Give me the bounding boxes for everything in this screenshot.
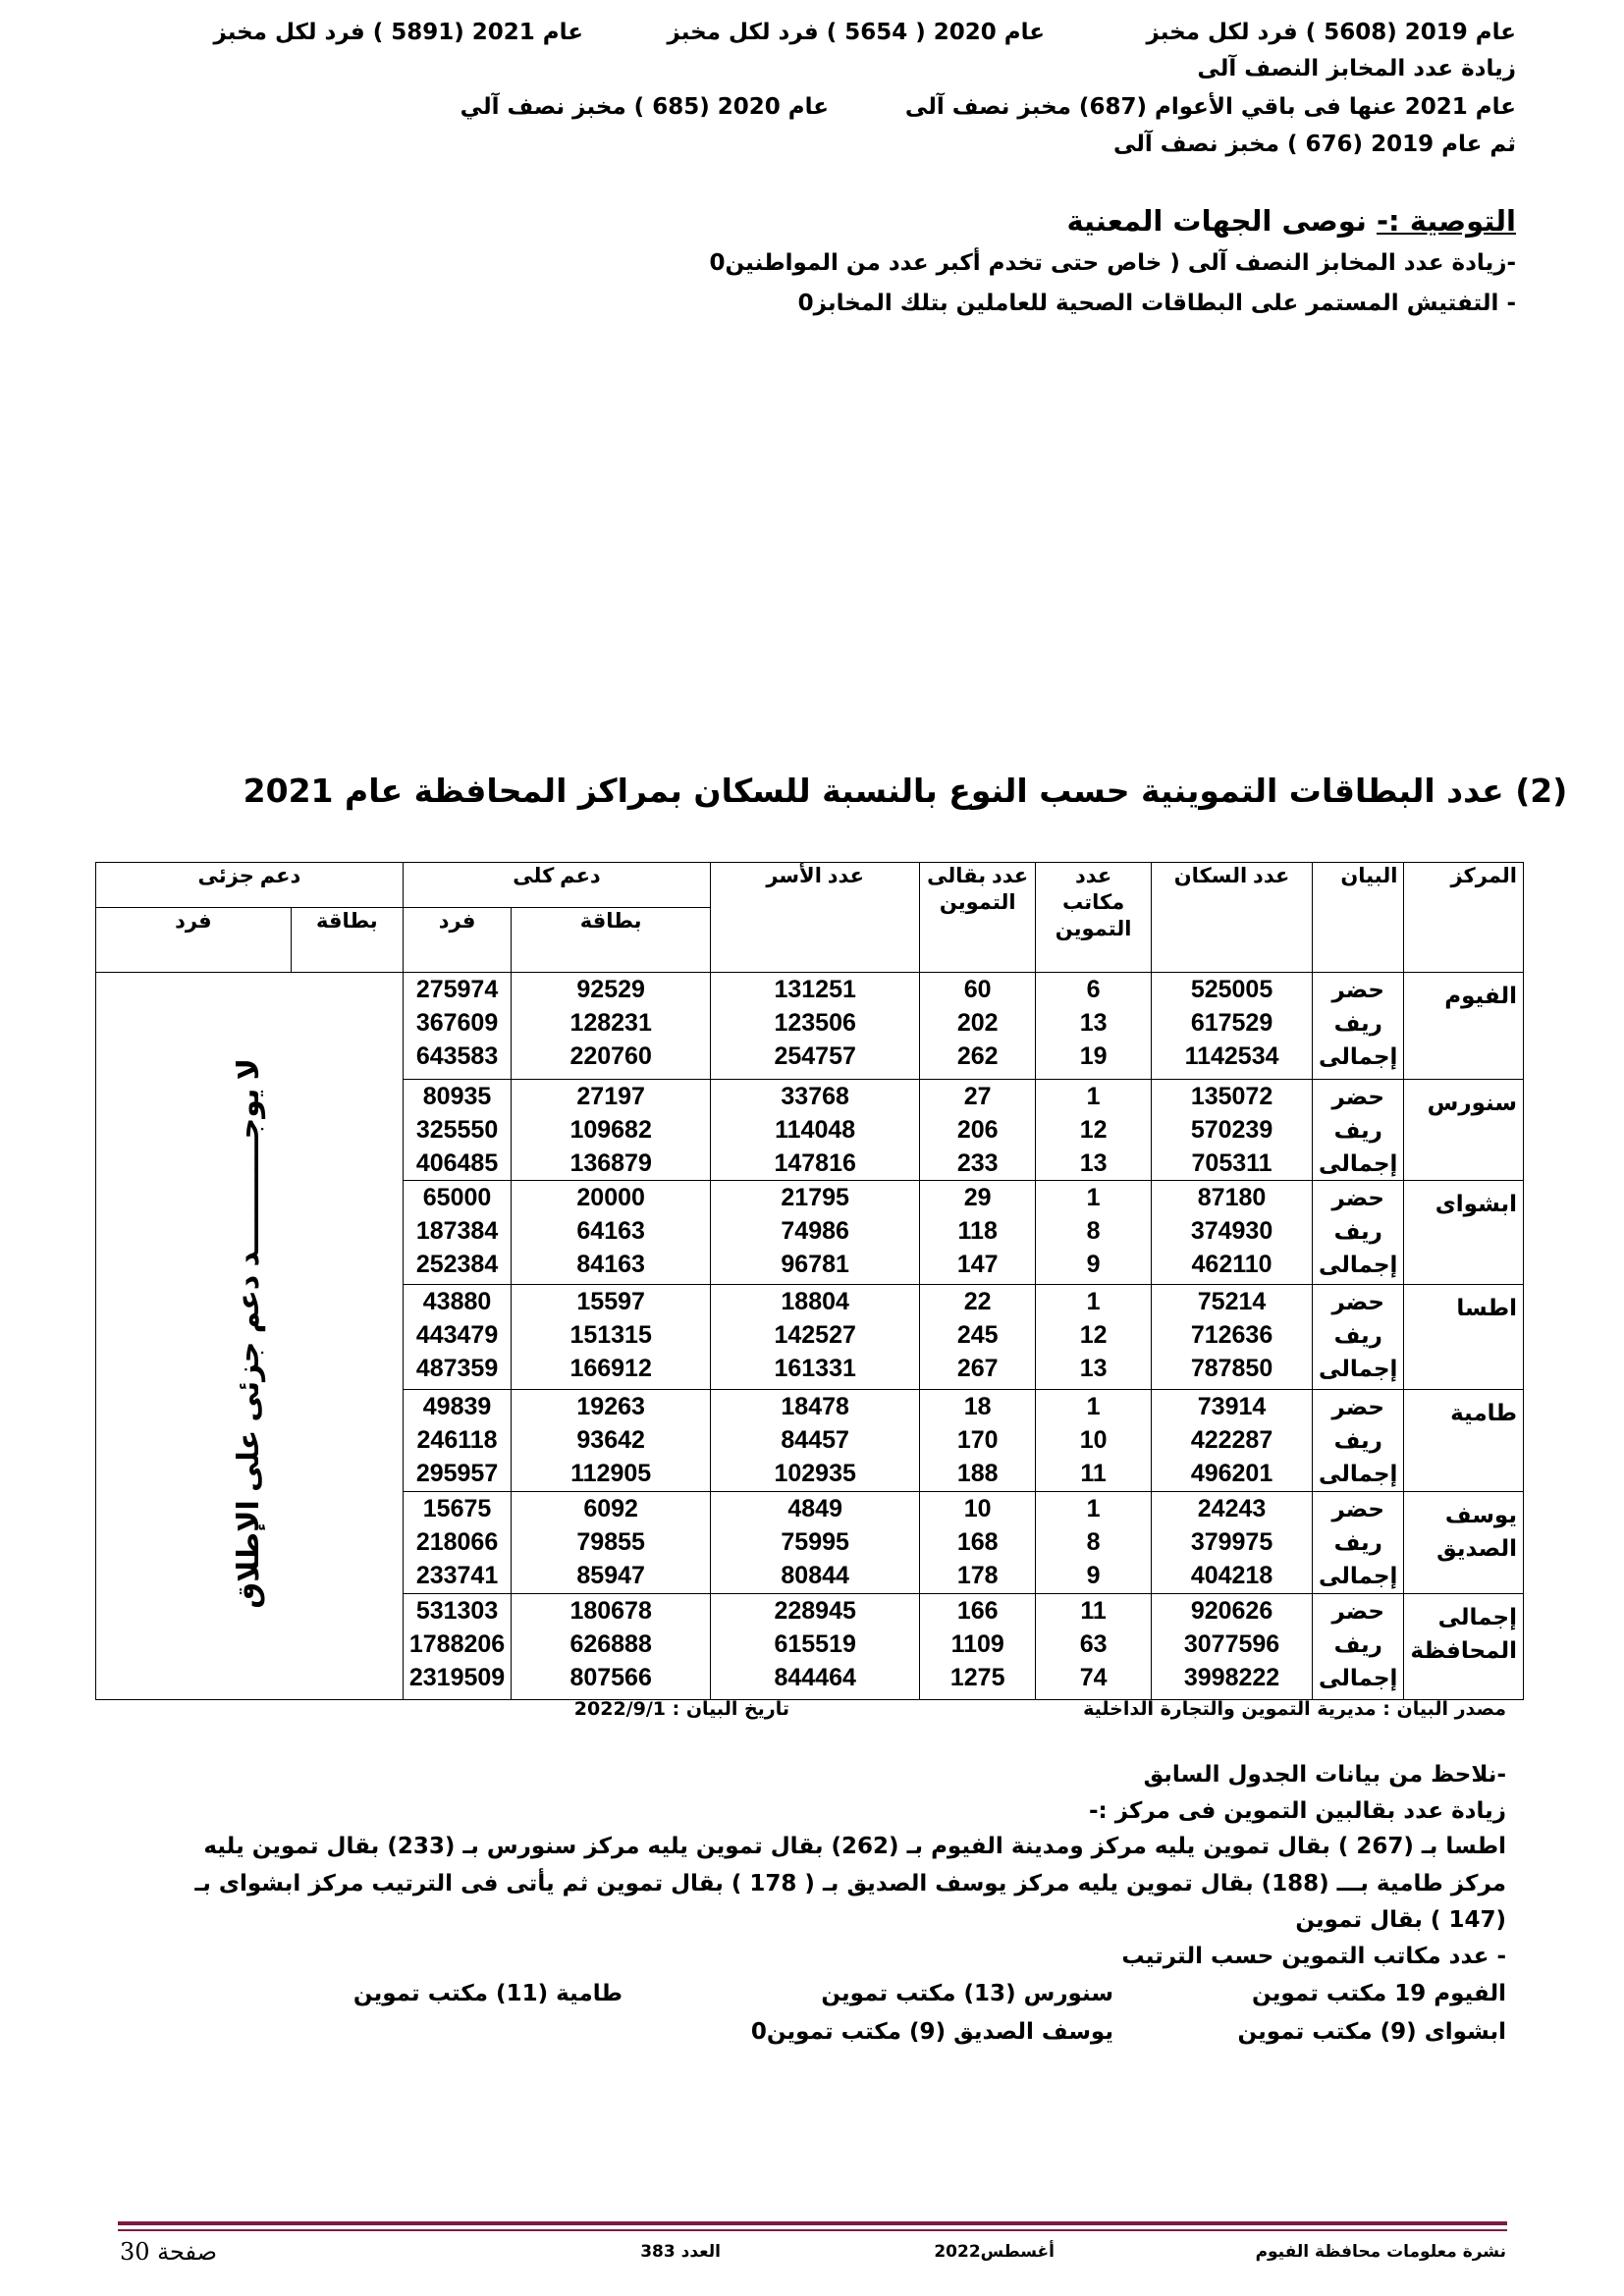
cards-cell-value: 136879 [569,1149,652,1177]
header-full-card: بطاقة [512,908,711,973]
grocers-cell-value: 18 [963,1393,992,1420]
individuals-cell-value: 80935 [422,1083,492,1110]
kind-label: ريف [1333,1218,1382,1244]
grocers-cell-value: 1109 [950,1630,1004,1658]
center-name: الفيوم [1404,973,1524,1080]
population-cell-value: 374930 [1190,1217,1273,1245]
cards-cell [512,1285,711,1390]
cards-cell-value: 626888 [569,1630,652,1658]
center-name: ابشواى [1404,1181,1524,1285]
center-name: سنورس [1404,1080,1524,1181]
grocers-cell-value: 267 [956,1355,999,1382]
families-cell [711,1080,920,1181]
grocers-cell-value: 147 [956,1251,999,1278]
individuals-cell-value: 233741 [415,1562,499,1589]
offices-cell [1036,1492,1152,1594]
footer-publication: نشرة معلومات محافظة الفيوم [1255,2242,1506,2262]
offices-cell-value: 9 [1086,1562,1101,1589]
kind-label: حضر [1331,1394,1384,1419]
families-cell-value: 74986 [781,1217,849,1245]
kind-labels [1313,1390,1404,1492]
header-statement: البيان [1313,863,1404,973]
cards-cell-value: 19263 [576,1393,645,1420]
population-cell-value: 525005 [1190,976,1273,1003]
partial-support-empty-cell [96,973,404,1700]
individuals-cell-value: 275974 [415,976,499,1003]
cards-cell-value: 85947 [576,1562,645,1589]
grocers-cell-value: 118 [957,1217,998,1245]
individuals-cell [403,1285,511,1390]
header-center: المركز [1404,863,1524,973]
families-cell-value: 131251 [774,976,856,1003]
ration-cards-table [95,862,1524,1700]
center-name: طامية [1404,1390,1524,1492]
individuals-cell-value: 325550 [415,1116,499,1144]
individuals-cell-value: 246118 [416,1426,498,1454]
cards-cell-value: 92529 [576,976,645,1003]
population-cell-value: 379975 [1190,1528,1273,1556]
population-cell [1152,973,1313,1080]
offices-rank-yousef-siddiq: يوسف الصديق (9) مكتب تموين0 [750,2019,1113,2045]
cards-cell [512,1492,711,1594]
kind-labels [1313,1181,1404,1285]
grocers-cell-value: 170 [956,1426,999,1454]
grocers-cell-value: 262 [956,1042,999,1070]
kind-label: حضر [1331,1185,1384,1210]
individuals-cell-value: 531303 [415,1597,499,1625]
offices-cell-value: 1 [1086,1288,1101,1315]
families-cell [711,1181,920,1285]
cards-cell [512,973,711,1080]
offices-cell-value: 8 [1086,1217,1101,1245]
individuals-cell-value: 218066 [415,1528,499,1556]
offices-cell-value: 13 [1079,1355,1108,1382]
individuals-cell-value: 643583 [415,1042,499,1070]
grocers-cell-value: 178 [956,1562,999,1589]
cards-cell-value: 79855 [576,1528,645,1556]
families-cell-value: 114048 [775,1116,856,1144]
population-cell [1152,1594,1313,1700]
notes-grocers-line-3: (147 ) بقال تموين [1295,1907,1506,1933]
families-cell-value: 161331 [774,1355,856,1382]
offices-cell-value: 12 [1079,1321,1108,1349]
individuals-cell-value: 43880 [422,1288,492,1315]
cards-cell [512,1390,711,1492]
header-families: عدد الأسر [711,863,920,973]
families-cell-value: 18804 [781,1288,849,1315]
cards-cell-value: 64163 [576,1217,645,1245]
kind-label: ريف [1333,1427,1382,1453]
center-name: إجمالى المحافظة [1404,1594,1524,1700]
kind-label: ريف [1333,1117,1382,1143]
individuals-cell-value: 187384 [415,1217,499,1245]
offices-cell [1036,1181,1152,1285]
families-cell-value: 96781 [781,1251,849,1278]
population-cell-value: 87180 [1197,1184,1267,1211]
header-population: عدد السكان [1152,863,1313,973]
population-cell-value: 3077596 [1183,1630,1280,1658]
individuals-cell [403,1390,511,1492]
notes-grocers-line-1: اطسا بـ (267 ) بقال تموين يليه مركز ومدينة الفيوم بـ (262) بقال تموين يليه مركز سنورس بـ (233) بقال تموين يليه [203,1834,1506,1859]
footer-page-number: صفحة 30 [120,2238,218,2266]
grocers-cell [920,1594,1036,1700]
grocers-cell-value: 188 [956,1460,999,1487]
header-offices: عدد مكاتب التموين [1036,863,1152,973]
population-cell-value: 404218 [1190,1562,1273,1589]
grocers-cell [920,1080,1036,1181]
population-cell-value: 570239 [1190,1116,1273,1144]
cards-cell-value: 151315 [569,1321,652,1349]
kind-label: ريف [1333,1010,1382,1036]
notes-intro: -نلاحظ من بيانات الجدول السابق [1143,1762,1506,1788]
kind-label: إجمالى [1319,1150,1398,1176]
offices-cell-value: 9 [1086,1251,1101,1278]
cards-cell-value: 84163 [576,1251,645,1278]
population-cell [1152,1390,1313,1492]
cards-cell [512,1181,711,1285]
offices-rank-fayoum: الفيوم 19 مكتب تموين [1252,1981,1506,2006]
grocers-cell-value: 60 [963,976,992,1003]
population-cell-value: 920626 [1190,1597,1273,1625]
kind-label: حضر [1331,1496,1384,1522]
kind-label: إجمالى [1319,1665,1398,1690]
stat-2019-semi-auto: ثم عام 2019 (676 ) مخبز نصف آلى [1112,132,1516,157]
offices-cell [1036,1390,1152,1492]
cards-cell-value: 220760 [569,1042,652,1070]
families-cell-value: 254757 [774,1042,856,1070]
kind-label: ريف [1333,1529,1382,1555]
individuals-cell-value: 295957 [415,1460,499,1487]
notes-grocers-heading: زيادة عدد بقالبين التموين فى مركز :- [1088,1798,1506,1824]
offices-cell-value: 74 [1079,1664,1108,1691]
grocers-cell-value: 166 [956,1597,999,1625]
offices-rank-sinnuris: سنورس (13) مكتب تموين [821,1981,1113,2006]
kind-label: إجمالى [1319,1461,1398,1486]
grocers-cell [920,1181,1036,1285]
kind-labels [1313,1285,1404,1390]
grocers-cell-value: 206 [956,1116,999,1144]
footer-date: أغسطس2022 [934,2242,1055,2262]
offices-cell [1036,1594,1152,1700]
notes-offices-heading: - عدد مكاتب التموين حسب الترتيب [1121,1944,1506,1969]
offices-cell-value: 6 [1086,976,1101,1003]
families-cell [711,1594,920,1700]
grocers-cell-value: 29 [963,1184,992,1211]
kind-labels [1313,1080,1404,1181]
cards-cell-value: 6092 [583,1495,638,1522]
grocers-cell [920,1390,1036,1492]
offices-cell-value: 13 [1079,1009,1108,1037]
individuals-cell-value: 2319509 [408,1664,506,1691]
kind-label: حضر [1331,977,1384,1002]
offices-cell-value: 1 [1086,1184,1101,1211]
offices-cell [1036,973,1152,1080]
center-name: اطسا [1404,1285,1524,1390]
notes-grocers-line-2: مركز طامية بـــ (188) بقال تموين يليه مركز يوسف الصديق بـ ( 178 ) بقال تموين ثم يأتى فى الترتيب مركز ابشواى بـ [194,1871,1506,1896]
stat-2021-per-bakery: عام 2021 (5891 ) فرد لكل مخبز [213,20,583,45]
individuals-cell-value: 443479 [415,1321,499,1349]
families-cell [711,1285,920,1390]
table-source: مصدر البيان : مديرية التموين والتجارة الداخلية [1083,1698,1506,1720]
families-cell-value: 615519 [774,1630,856,1658]
cards-cell-value: 128231 [569,1009,652,1037]
table-row [96,973,1524,1080]
no-partial-support-note: لا يوجـــــــــــد دعم جزئى على الإطلاق [233,1058,266,1609]
offices-cell-value: 11 [1080,1460,1107,1487]
families-cell-value: 142527 [774,1321,856,1349]
center-name: يوسف الصديق [1404,1492,1524,1594]
families-cell-value: 33768 [781,1083,849,1110]
table-title: (2) عدد البطاقات التموينية حسب النوع بالنسبة للسكان بمراكز المحافظة عام 2021 [243,772,1568,810]
population-cell-value: 617529 [1190,1009,1273,1037]
cards-cell [512,1594,711,1700]
grocers-cell-value: 168 [956,1528,999,1556]
footer-rule [118,2221,1507,2225]
grocers-cell [920,1285,1036,1390]
offices-rank-ibshaway: ابشواى (9) مكتب تموين [1237,2019,1506,2045]
families-cell-value: 18478 [781,1393,849,1420]
recommendation-item-1: -زيادة عدد المخابز النصف آلى ( خاص حتى تخدم أكبر عدد من المواطنين0 [709,250,1516,276]
cards-cell-value: 27197 [576,1083,645,1110]
population-cell-value: 3998222 [1183,1664,1280,1691]
families-cell [711,973,920,1080]
offices-cell-value: 19 [1079,1042,1108,1070]
header-partial-individual: فرد [96,908,292,973]
families-cell-value: 4849 [787,1495,842,1522]
stat-2021-semi-auto: عام 2021 عنها فى باقي الأعوام (687) مخبز نصف آلى [904,94,1516,120]
kind-label: إجمالى [1319,1356,1398,1381]
offices-rank-tamiya: طامية (11) مكتب تموين [352,1981,623,2006]
offices-cell-value: 11 [1080,1597,1107,1625]
header-partial-card: بطاقة [291,908,403,973]
population-cell-value: 24243 [1197,1495,1267,1522]
families-cell-value: 844464 [774,1664,856,1691]
individuals-cell-value: 406485 [415,1149,499,1177]
recommendation-heading: التوصية :- نوصى الجهات المعنية [1066,204,1516,238]
population-cell [1152,1080,1313,1181]
families-cell [711,1390,920,1492]
population-cell-value: 1142534 [1184,1042,1279,1070]
header-grocers: عدد بقالى التموين [920,863,1036,973]
stat-2020-per-bakery: عام 2020 ( 5654 ) فرد لكل مخبز [667,20,1045,45]
footer-rule-thin [118,2229,1507,2231]
individuals-cell-value: 1788206 [408,1630,506,1658]
cards-cell-value: 93642 [576,1426,645,1454]
kind-label: إجمالى [1319,1563,1398,1588]
population-cell-value: 705311 [1191,1149,1272,1177]
cards-cell-value: 807566 [569,1664,652,1691]
header-partial-support: دعم جزئى [96,863,404,908]
header-full-support: دعم كلى [403,863,710,908]
population-cell [1152,1285,1313,1390]
offices-cell-value: 1 [1086,1393,1101,1420]
population-cell-value: 73914 [1197,1393,1267,1420]
table-source-date: تاريخ البيان : 2022/9/1 [573,1698,789,1720]
cards-cell-value: 166912 [569,1355,652,1382]
families-cell-value: 80844 [781,1562,849,1589]
population-cell-value: 75214 [1197,1288,1267,1315]
cards-cell-value: 109682 [569,1116,652,1144]
population-cell-value: 787850 [1190,1355,1273,1382]
population-cell-value: 712636 [1190,1321,1273,1349]
population-cell-value: 135072 [1190,1083,1273,1110]
population-cell-value: 496201 [1190,1460,1273,1487]
cards-cell-value: 15597 [576,1288,645,1315]
individuals-cell-value: 487359 [415,1355,499,1382]
offices-cell-value: 1 [1086,1083,1101,1110]
individuals-cell [403,973,511,1080]
kind-label: حضر [1331,1289,1384,1314]
grocers-cell-value: 22 [963,1288,992,1315]
grocers-cell [920,973,1036,1080]
families-cell-value: 102935 [774,1460,856,1487]
individuals-cell-value: 15675 [422,1495,492,1522]
kind-labels [1313,973,1404,1080]
grocers-cell-value: 202 [956,1009,999,1037]
cards-cell [512,1080,711,1181]
individuals-cell [403,1594,511,1700]
offices-cell [1036,1080,1152,1181]
offices-cell-value: 63 [1079,1630,1108,1658]
grocers-cell [920,1492,1036,1594]
recommendation-item-2: - التفتيش المستمر على البطاقات الصحية للعاملين بتلك المخابز0 [797,291,1516,316]
individuals-cell [403,1181,511,1285]
individuals-cell-value: 49839 [422,1393,492,1420]
grocers-cell-value: 233 [956,1149,999,1177]
semi-auto-increase: زيادة عدد المخابز النصف آلى [1197,56,1516,81]
families-cell-value: 123506 [774,1009,856,1037]
individuals-cell [403,1080,511,1181]
population-cell-value: 462110 [1191,1251,1272,1278]
grocers-cell-value: 245 [956,1321,999,1349]
offices-cell [1036,1285,1152,1390]
kind-labels [1313,1492,1404,1594]
stat-2020-semi-auto: عام 2020 (685 ) مخبز نصف آلي [460,94,829,120]
offices-cell-value: 10 [1079,1426,1108,1454]
grocers-cell-value: 27 [963,1083,992,1110]
individuals-cell [403,1492,511,1594]
individuals-cell-value: 367609 [415,1009,499,1037]
cards-cell-value: 180678 [569,1597,652,1625]
kind-label: حضر [1331,1084,1384,1109]
grocers-cell-value: 1275 [949,1664,1005,1691]
offices-cell-value: 1 [1086,1495,1101,1522]
families-cell [711,1492,920,1594]
population-cell [1152,1492,1313,1594]
population-cell-value: 422287 [1190,1426,1273,1454]
families-cell-value: 75995 [781,1528,849,1556]
offices-cell-value: 8 [1086,1528,1101,1556]
kind-label: حضر [1331,1598,1384,1624]
offices-cell-value: 13 [1079,1149,1108,1177]
families-cell-value: 228945 [774,1597,856,1625]
offices-cell-value: 12 [1079,1116,1108,1144]
header-full-individual: فرد [403,908,511,973]
population-cell [1152,1181,1313,1285]
kind-labels [1313,1594,1404,1700]
stat-2019-per-bakery: عام 2019 (5608 ) فرد لكل مخبز [1146,20,1516,45]
kind-label: ريف [1333,1322,1382,1348]
footer-issue: العدد 383 [640,2242,721,2262]
kind-label: ريف [1333,1631,1382,1657]
individuals-cell-value: 252384 [415,1251,499,1278]
families-cell-value: 21795 [781,1184,849,1211]
kind-label: إجمالى [1319,1252,1398,1277]
grocers-cell-value: 10 [963,1495,992,1522]
families-cell-value: 84457 [781,1426,849,1454]
cards-cell-value: 112905 [570,1460,652,1487]
individuals-cell-value: 65000 [422,1184,492,1211]
cards-cell-value: 20000 [576,1184,645,1211]
families-cell-value: 147816 [774,1149,856,1177]
kind-label: إجمالى [1319,1043,1398,1069]
